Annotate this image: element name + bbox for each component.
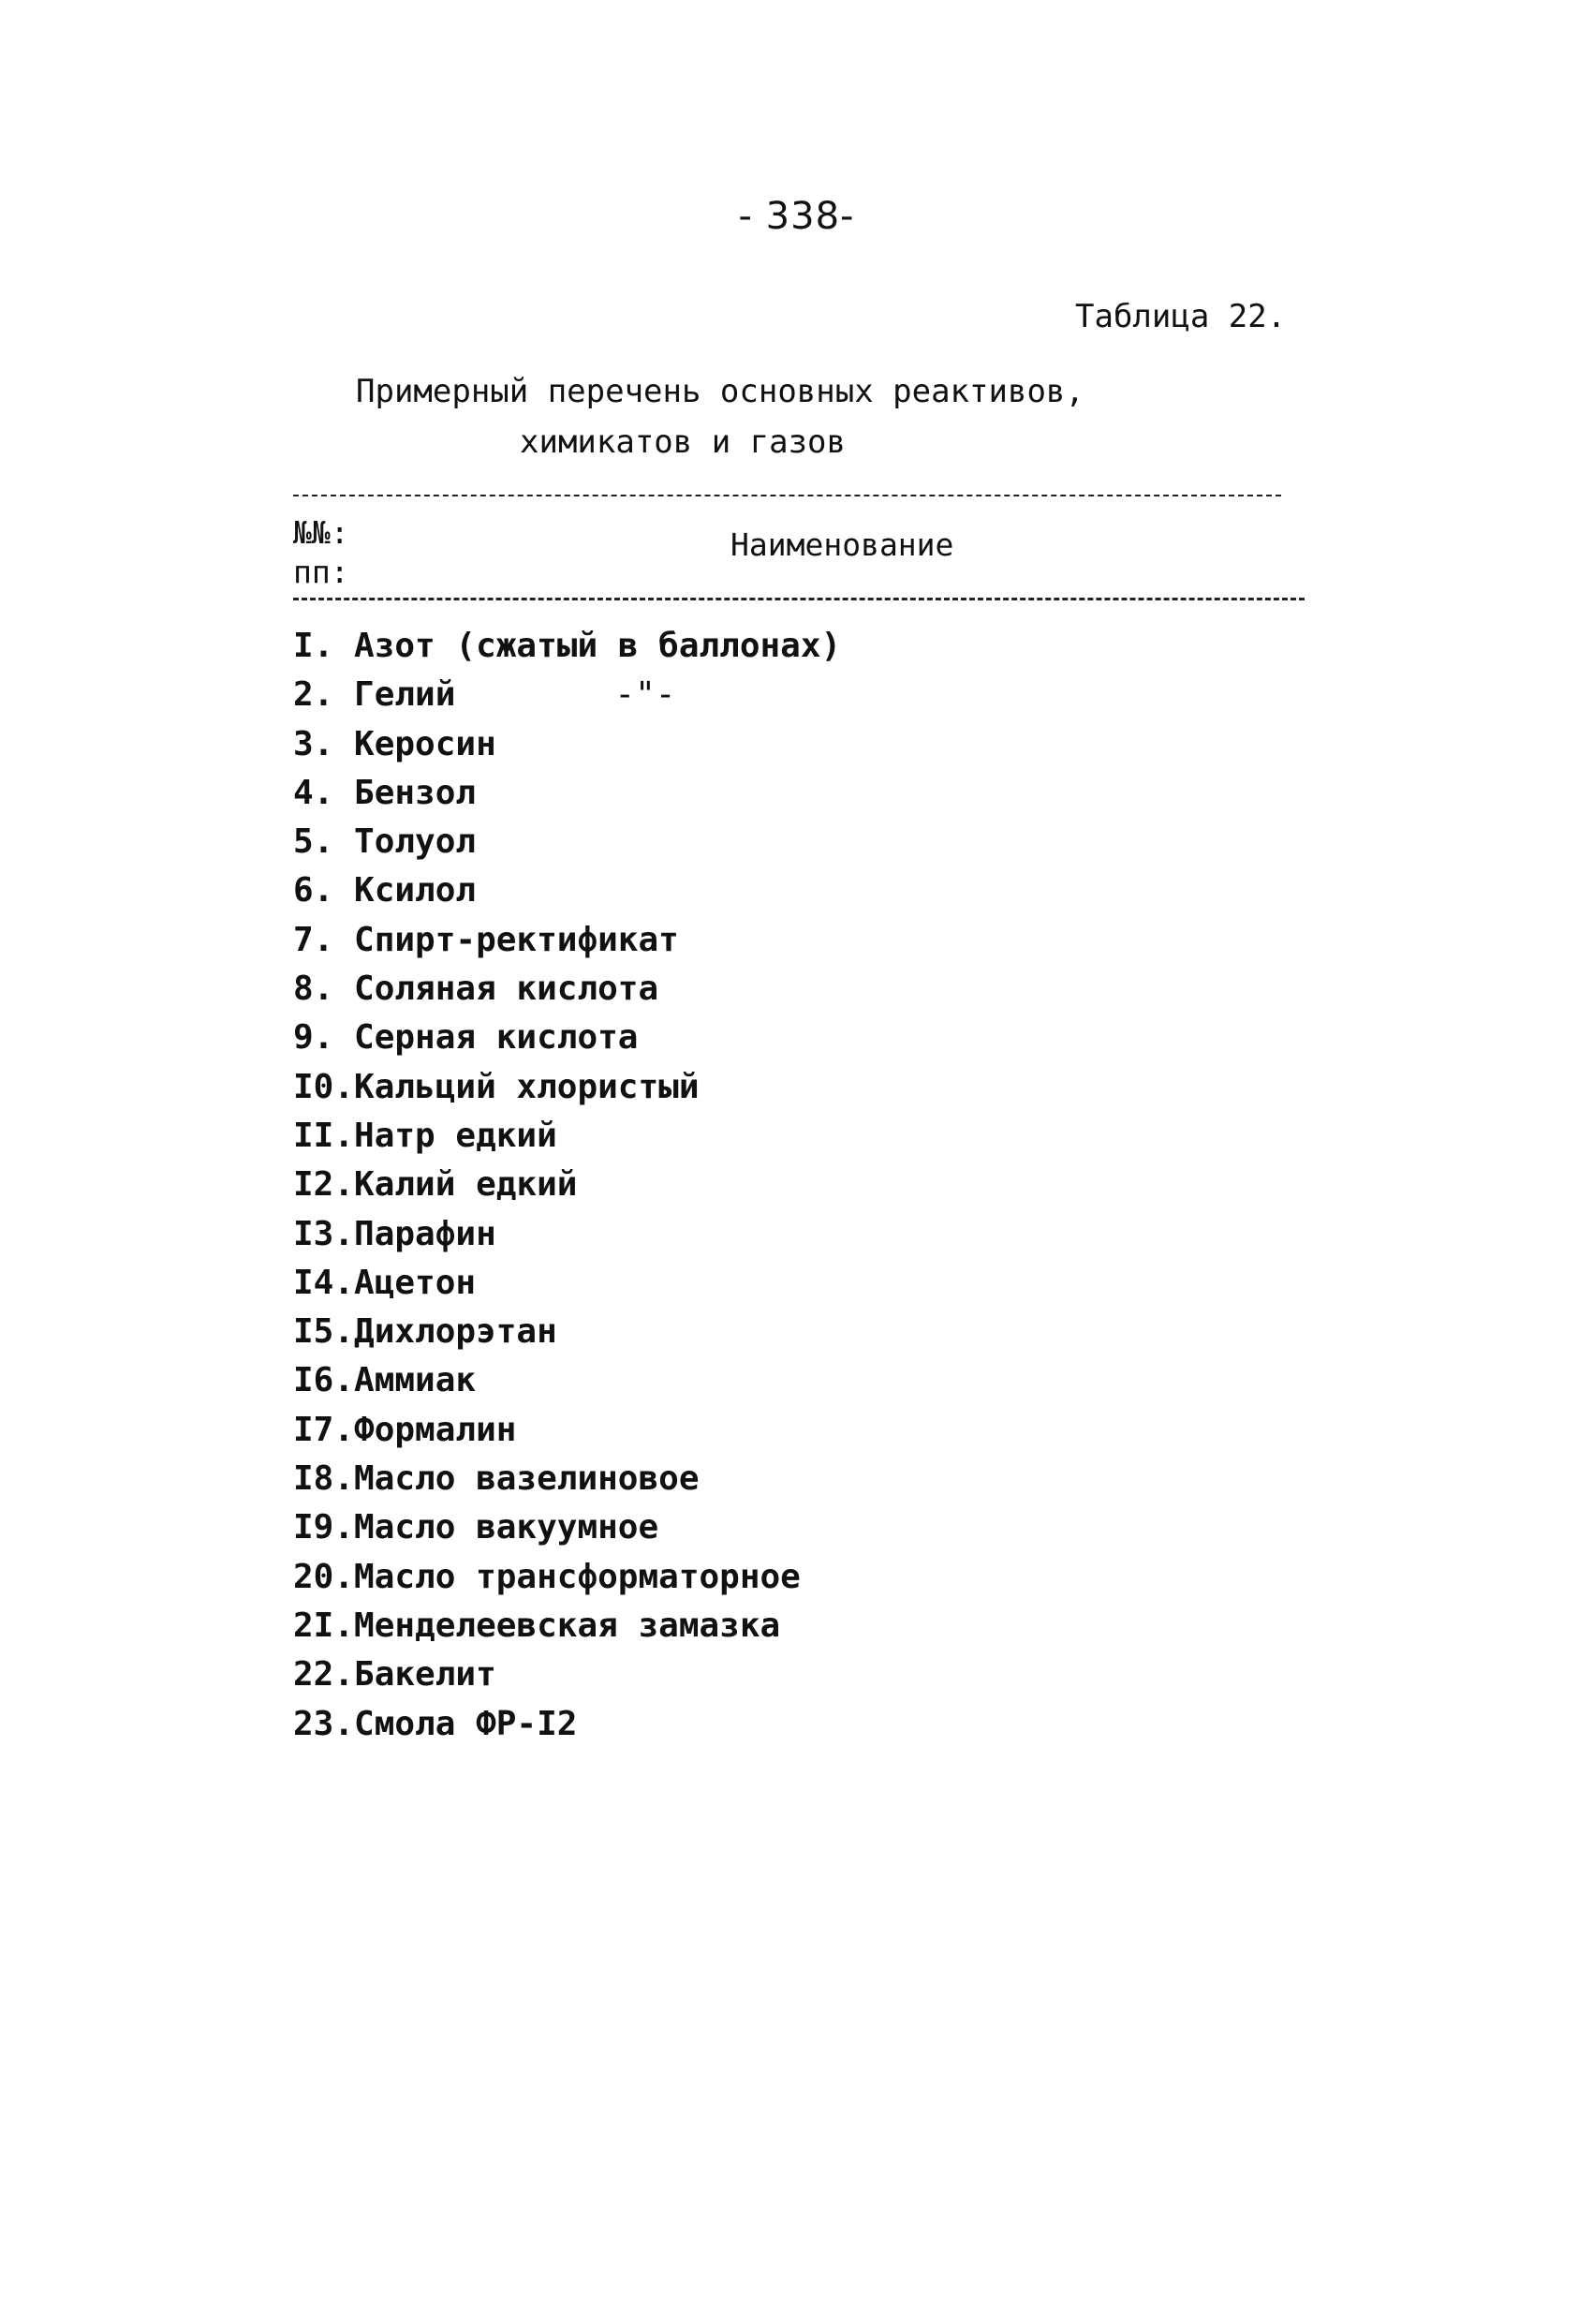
item-name: Ацетон: [354, 1263, 477, 1302]
list-item: [293, 671, 841, 719]
item-number: I4.: [293, 1263, 355, 1302]
list-item: [293, 622, 841, 671]
list-item: [293, 1063, 841, 1112]
item-name: Формалин: [354, 1410, 517, 1449]
table-title-line-2: химикатов и газов: [520, 423, 846, 461]
item-name: Азот (сжатый в баллонах): [333, 627, 842, 665]
item-name: Натр едкий: [354, 1116, 557, 1155]
item-number: I7.: [293, 1410, 355, 1449]
item-name: Аммиак: [354, 1361, 477, 1400]
list-item: [293, 769, 841, 818]
item-number: I.: [293, 627, 334, 665]
item-number: I5.: [293, 1312, 355, 1352]
list-item: [293, 1700, 841, 1749]
item-name: Соляная кислота: [333, 970, 659, 1009]
item-number: 2.: [293, 675, 334, 715]
list-item: [293, 1455, 841, 1503]
item-name: Керосин: [333, 724, 496, 763]
item-name: Ксилол: [333, 871, 477, 910]
item-name: Серная кислота: [333, 1018, 639, 1058]
list-item: [293, 866, 841, 915]
list-item: [293, 965, 841, 1014]
item-number: I9.: [293, 1508, 355, 1547]
ditto-mark: -"-: [614, 675, 676, 715]
item-name: Бакелит: [354, 1655, 496, 1695]
page-number: - 338-: [738, 195, 855, 238]
item-number: 20.: [293, 1557, 355, 1596]
item-name: Дихлорэтан: [354, 1312, 557, 1352]
item-number: 8.: [293, 970, 334, 1009]
item-name: Кальций хлористый: [354, 1067, 700, 1106]
list-item: [293, 1308, 841, 1356]
list-item: [293, 916, 841, 965]
list-item: [293, 1210, 841, 1259]
name-column-header: Наименование: [730, 526, 954, 563]
item-name: Калий едкий: [354, 1165, 578, 1205]
item-number: I6.: [293, 1361, 355, 1400]
item-name: Бензол: [333, 773, 477, 812]
list-item: [293, 1553, 841, 1602]
item-name: Гелий: [333, 675, 456, 715]
number-column-header: №№: пп:: [293, 514, 349, 590]
item-name: Парафин: [354, 1214, 496, 1253]
item-number: 5.: [293, 822, 334, 862]
item-number: 23.: [293, 1704, 355, 1743]
header-dashed-rule: [293, 598, 1305, 600]
list-item: [293, 818, 841, 866]
list-item: [293, 1014, 841, 1062]
list-item: [293, 1503, 841, 1552]
item-name: Менделеевская замазка: [354, 1606, 781, 1645]
item-number: 7.: [293, 920, 334, 959]
list-item: [293, 1602, 841, 1650]
list-item: [293, 1112, 841, 1161]
item-number: II.: [293, 1116, 355, 1155]
item-name: Масло вазелиновое: [354, 1459, 700, 1499]
item-number: 4.: [293, 773, 334, 812]
item-name: Смола ФР-I2: [354, 1704, 578, 1743]
list-item: [293, 720, 841, 769]
item-name: Масло трансформаторное: [354, 1557, 801, 1596]
table-label: Таблица 22.: [1075, 298, 1287, 335]
item-number: 2I.: [293, 1606, 355, 1645]
reagent-list: [293, 622, 841, 1749]
item-number: 3.: [293, 724, 334, 763]
list-item: [293, 1406, 841, 1455]
item-name: Масло вакуумное: [354, 1508, 659, 1547]
item-number: 6.: [293, 871, 334, 910]
item-number: I3.: [293, 1214, 355, 1253]
top-dashed-rule: [293, 495, 1281, 496]
item-number: 9.: [293, 1018, 334, 1058]
item-name: Спирт-ректификат: [333, 920, 679, 959]
list-item: [293, 1161, 841, 1209]
item-name: Толуол: [333, 822, 477, 862]
list-item: [293, 1650, 841, 1699]
table-title-line-1: Примерный перечень основных реактивов,: [356, 373, 1084, 410]
list-item: [293, 1259, 841, 1308]
item-number: I0.: [293, 1067, 355, 1106]
list-item: [293, 1356, 841, 1405]
item-number: I8.: [293, 1459, 355, 1499]
item-number: I2.: [293, 1165, 355, 1205]
item-number: 22.: [293, 1655, 355, 1695]
